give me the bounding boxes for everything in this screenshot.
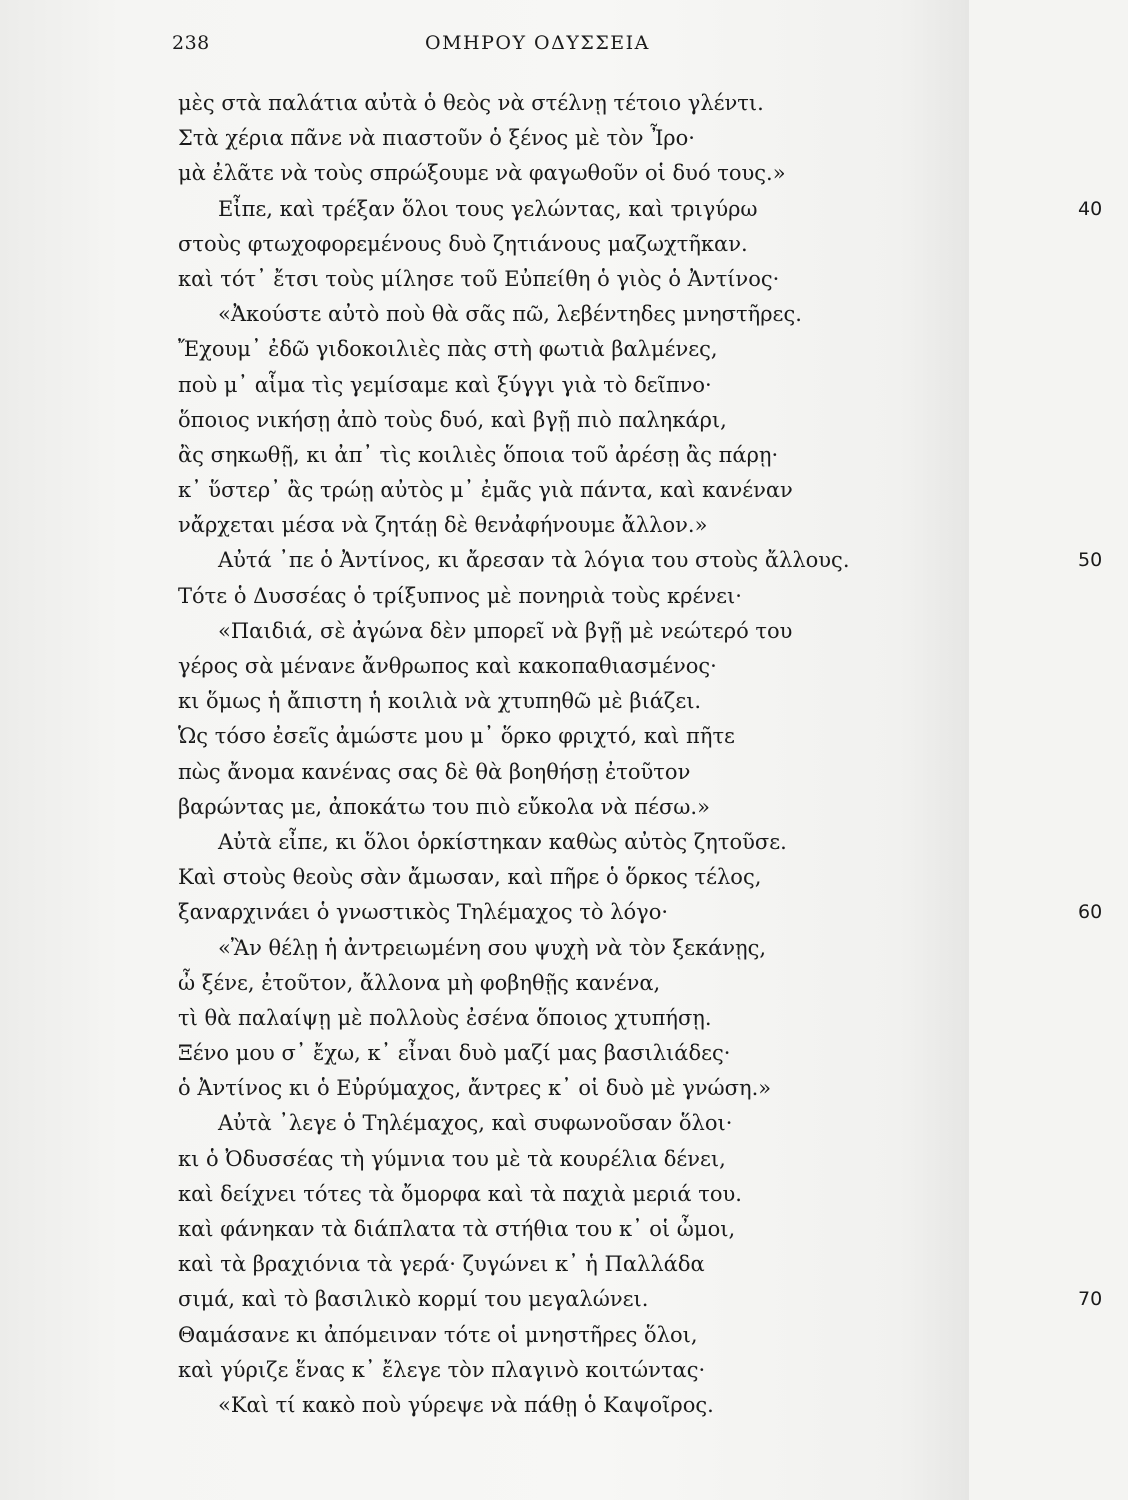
page-header (0, 32, 969, 62)
verse-line: Τότε ὁ Δυσσέας ὁ τρίξυπνος μὲ πονηριὰ τοὺς κρένει· (178, 583, 742, 608)
verse-line: σιμά, καὶ τὸ βασιλικὸ κορμί του μεγαλώνει. 70 (178, 1282, 898, 1317)
verse-line: κι ὅμως ἡ ἄπιστη ἡ κοιλιὰ νὰ χτυπηθῶ μὲ βιάζει. (178, 689, 702, 714)
verse-line: μὲς στὰ παλάτια αὐτὰ ὁ θεὸς νὰ στέλνῃ τέτοιο γλέντι. (178, 91, 764, 115)
verse-line: «Παιδιά, σὲ ἀγώνα δὲν μπορεῖ νὰ βγῇ μὲ νεώτερό του (218, 618, 793, 643)
verse-line: καὶ τότ᾽ ἔτσι τοὺς μίλησε τοῦ Εὐπείθη ὁ γιὸς ὁ Ἀντίνος· (178, 266, 780, 291)
line-number: 70 (1078, 1288, 1103, 1311)
verse-line: ξαναρχινάει ὁ γνωστικὸς Τηλέμαχος τὸ λόγο· 60 (178, 895, 898, 930)
verse-line: καὶ γύριζε ἕνας κ᾽ ἔλεγε τὸν πλαγινὸ κοιτώντας· (178, 1357, 706, 1382)
verse-line: Στὰ χέρια πᾶνε νὰ πιαστοῦν ὁ ξένος μὲ τὸν Ἶρο· (178, 126, 695, 151)
verse-line: στοὺς φτωχοφορεμένους δυὸ ζητιάνους μαζωχτῆκαν. (178, 231, 748, 256)
running-head: ΟΜΗΡΟΥ ΟΔΥΣΣΕΙΑ (425, 32, 650, 54)
verse-line: Αὐτὰ εἶπε, κι ὅλοι ὁρκίστηκαν καθὼς αὐτὸς ζητοῦσε. (218, 829, 787, 854)
verse-line: καὶ δείχνει τότες τὰ ὄμορφα καὶ τὰ παχιὰ μεριά του. (178, 1181, 742, 1206)
verse-line: καὶ τὰ βραχιόνια τὰ γερά· ζυγώνει κ᾽ ἡ Παλλάδα (178, 1252, 705, 1277)
verse-line: Ξένο μου σ᾽ ἔχω, κ᾽ εἶναι δυὸ μαζί μας βασιλιάδες· (178, 1041, 731, 1066)
verse-line: Ἔχουμ᾽ ἐδῶ γιδοκοιλιὲς πὰς στὴ φωτιὰ βαλμένες, (178, 337, 718, 362)
verse-line: πὼς ἄνομα κανένας σας δὲ θὰ βοηθήσῃ ἐτοῦτον (178, 759, 691, 784)
verse-line: ὁ Ἀντίνος κι ὁ Εὐρύμαχος, ἄντρες κ᾽ οἱ δυὸ μὲ γνώση.» (178, 1076, 772, 1101)
verse-line: γέρος σὰ μένανε ἄνθρωπος καὶ κακοπαθιασμένος· (178, 654, 717, 678)
verse-line: Καὶ στοὺς θεοὺς σὰν ἄμωσαν, καὶ πῆρε ὁ ὅρκος τέλος, (178, 865, 762, 890)
verse-line: ποὺ μ᾽ αἷμα τὶς γεμίσαμε καὶ ξύγγι γιὰ τὸ δεῖπνο· (178, 372, 712, 397)
page-number: 238 (172, 32, 210, 54)
verse-line: Αὐτά ᾽πε ὁ Ἀντίνος, κι ἄρεσαν τὰ λόγια του στοὺς ἄλλους. 50 (178, 543, 898, 578)
verse-line: κ᾽ ὕστερ᾽ ἂς τρώῃ αὐτὸς μ᾽ ἐμᾶς γιὰ πάντα, καὶ κανέναν (178, 478, 793, 503)
verse-list (178, 86, 1103, 1423)
verse-line: Εἶπε, καὶ τρέξαν ὅλοι τους γελώντας, καὶ τριγύρω 40 (178, 192, 898, 227)
line-number: 50 (1078, 549, 1103, 572)
verse-line: Ὡς τόσο ἐσεῖς ἀμώστε μου μ᾽ ὅρκο φριχτό, καὶ πῆτε (178, 724, 735, 749)
verse-line: Αὐτὰ ᾽λεγε ὁ Τηλέμαχος, καὶ συφωνοῦσαν ὅλοι· (218, 1111, 733, 1136)
verse-line: ὅποιος νικήσῃ ἀπὸ τοὺς δυό, καὶ βγῇ πιὸ παληκάρι, (178, 407, 727, 432)
line-number: 40 (1078, 197, 1103, 220)
verse-line: τὶ θὰ παλαίψῃ μὲ πολλοὺς ἐσένα ὅποιος χτυπήσῃ. (178, 1005, 712, 1030)
verse-line: «Ἀκούστε αὐτὸ ποὺ θὰ σᾶς πῶ, λεβέντηδες μνηστῆρες. (218, 302, 802, 327)
verse-line: ἂς σηκωθῇ, κι ἀπ᾽ τὶς κοιλιὲς ὅποια τοῦ ἀρέσῃ ἂς πάρῃ· (178, 442, 779, 467)
verse-line: «Ἂν θέλῃ ἡ ἀντρειωμένη σου ψυχὴ νὰ τὸν ξεκάνῃς, (218, 935, 767, 960)
verse-line: Θαμάσανε κι ἀπόμειναν τότε οἱ μνηστῆρες ὅλοι, (178, 1322, 698, 1347)
verse-line: βαρώντας με, ἀποκάτω του πιὸ εὔκολα νὰ πέσω.» (178, 794, 710, 819)
verse-line: ὦ ξένε, ἐτοῦτον, ἄλλονα μὴ φοβηθῇς κανένα, (178, 970, 661, 995)
verse-line: κι ὁ Ὀδυσσέας τὴ γύμνια του μὲ τὰ κουρέλια δένει, (178, 1146, 726, 1171)
line-number: 60 (1078, 901, 1103, 924)
verse-line: νἄρχεται μέσα νὰ ζητάῃ δὲ θενἀφήνουμε ἄλλον.» (178, 513, 708, 538)
verse-line: μὰ ἐλᾶτε νὰ τοὺς σπρώξουμε νὰ φαγωθοῦν οἱ δυό τους.» (178, 161, 786, 186)
verse-line: «Καὶ τί κακὸ ποὺ γύρεψε νὰ πάθῃ ὁ Καψοῖρος. (218, 1392, 714, 1417)
verse-line: καὶ φάνηκαν τὰ διάπλατα τὰ στήθια του κ᾽ οἱ ὦμοι, (178, 1217, 736, 1241)
